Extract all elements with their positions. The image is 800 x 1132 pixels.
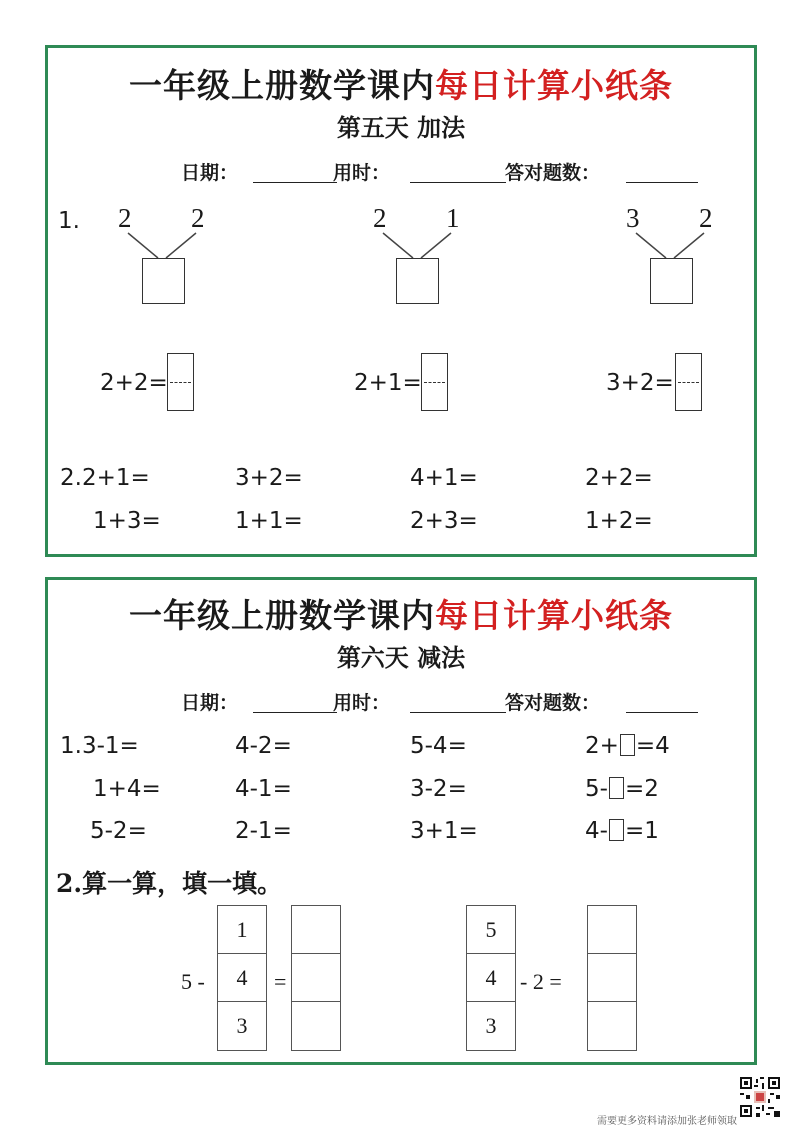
equation: 1+1= (235, 508, 303, 534)
bond-equation: 2+2= (100, 370, 168, 396)
score-field[interactable] (626, 712, 698, 713)
time-label: 用时： (333, 162, 391, 184)
worksheet-title: 一年级上册数学课内每日计算小纸条 (129, 596, 673, 635)
number-cell: 4 (467, 954, 515, 1002)
equation: 4-2= (235, 733, 292, 759)
equation: 5-4= (410, 733, 467, 759)
date-label: 日期： (181, 162, 239, 184)
number-column (466, 905, 516, 1051)
bond-answer-box[interactable] (142, 258, 185, 304)
worksheet-subtitle: 第六天 减法 (336, 643, 466, 672)
answer-cell[interactable] (292, 1002, 340, 1050)
worksheet-title: 一年级上册数学课内每日计算小纸条 (129, 66, 673, 105)
split-answer-box[interactable] (167, 353, 194, 411)
split-answer-box[interactable] (421, 353, 448, 411)
equation: 2-1= (235, 818, 292, 844)
bond-right-number: 2 (699, 203, 713, 233)
equation: 1+4= (93, 776, 161, 802)
worksheet-day5 (45, 45, 757, 557)
answer-cell[interactable] (588, 954, 636, 1002)
bond-line (128, 233, 158, 258)
bond-left-number: 2 (373, 203, 387, 233)
equation: 3+1= (410, 818, 478, 844)
score-label: 答对题数： (505, 692, 601, 714)
bond-equation: 3+2= (606, 370, 674, 396)
equation: 1+2= (585, 508, 653, 534)
bond-answer-box[interactable] (396, 258, 439, 304)
equation: 1+3= (93, 508, 161, 534)
footer-note: 需要更多资料请添加张老师领取 (597, 1116, 737, 1127)
worksheet-subtitle: 第五天 加法 (336, 113, 466, 142)
number-cell: 5 (467, 906, 515, 954)
date-field[interactable] (253, 712, 337, 713)
answer-cell[interactable] (292, 906, 340, 954)
bond-equation: 2+1= (354, 370, 422, 396)
missing-number-box[interactable] (609, 819, 624, 841)
box-equation: 2+ =4 (585, 733, 670, 759)
number-column (217, 905, 267, 1051)
question-1-label: 1. (58, 208, 80, 234)
answer-column (291, 905, 341, 1051)
operator-text: - 2 = (520, 969, 562, 994)
answer-column (587, 905, 637, 1051)
bond-answer-box[interactable] (650, 258, 693, 304)
answer-cell[interactable] (292, 954, 340, 1002)
bond-line (421, 233, 451, 258)
bond-line (166, 233, 196, 258)
box-equation: 5- =2 (585, 776, 659, 802)
equation: 2+2= (585, 465, 653, 491)
bond-line (636, 233, 666, 258)
bond-right-number: 2 (191, 203, 205, 233)
equation: 4-1= (235, 776, 292, 802)
bond-line (674, 233, 704, 258)
number-cell: 3 (236, 1013, 248, 1038)
bond-left-number: 3 (626, 203, 640, 233)
equals-sign: = (274, 969, 287, 994)
equation: 3-2= (410, 776, 467, 802)
answer-cell[interactable] (588, 1002, 636, 1050)
question-2-title: 2.算一算，填一填。 (56, 869, 283, 898)
number-cell: 4 (218, 954, 266, 1002)
split-answer-box[interactable] (675, 353, 702, 411)
bond-left-number: 2 (118, 203, 132, 233)
equation: 1.3-1= (60, 733, 139, 759)
missing-number-box[interactable] (620, 734, 635, 756)
bond-right-number: 1 (446, 203, 460, 233)
answer-cell[interactable] (588, 906, 636, 954)
equation: 2+3= (410, 508, 478, 534)
box-equation: 4- =1 (585, 818, 659, 844)
worksheet-day6 (45, 577, 757, 1065)
qr-code-icon (740, 1077, 780, 1117)
number-cell: 1 (218, 906, 266, 954)
operator-text: 5 - (181, 969, 205, 994)
equation: 4+1= (410, 465, 478, 491)
number-cell: 3 (485, 1013, 497, 1038)
equation: 3+2= (235, 465, 303, 491)
equation: 2.2+1= (60, 465, 150, 491)
time-field[interactable] (410, 712, 506, 713)
equation: 5-2= (90, 818, 147, 844)
score-label: 答对题数： (505, 162, 601, 184)
bond-line (383, 233, 413, 258)
date-label: 日期： (181, 692, 239, 714)
missing-number-box[interactable] (609, 777, 624, 799)
time-label: 用时： (333, 692, 391, 714)
